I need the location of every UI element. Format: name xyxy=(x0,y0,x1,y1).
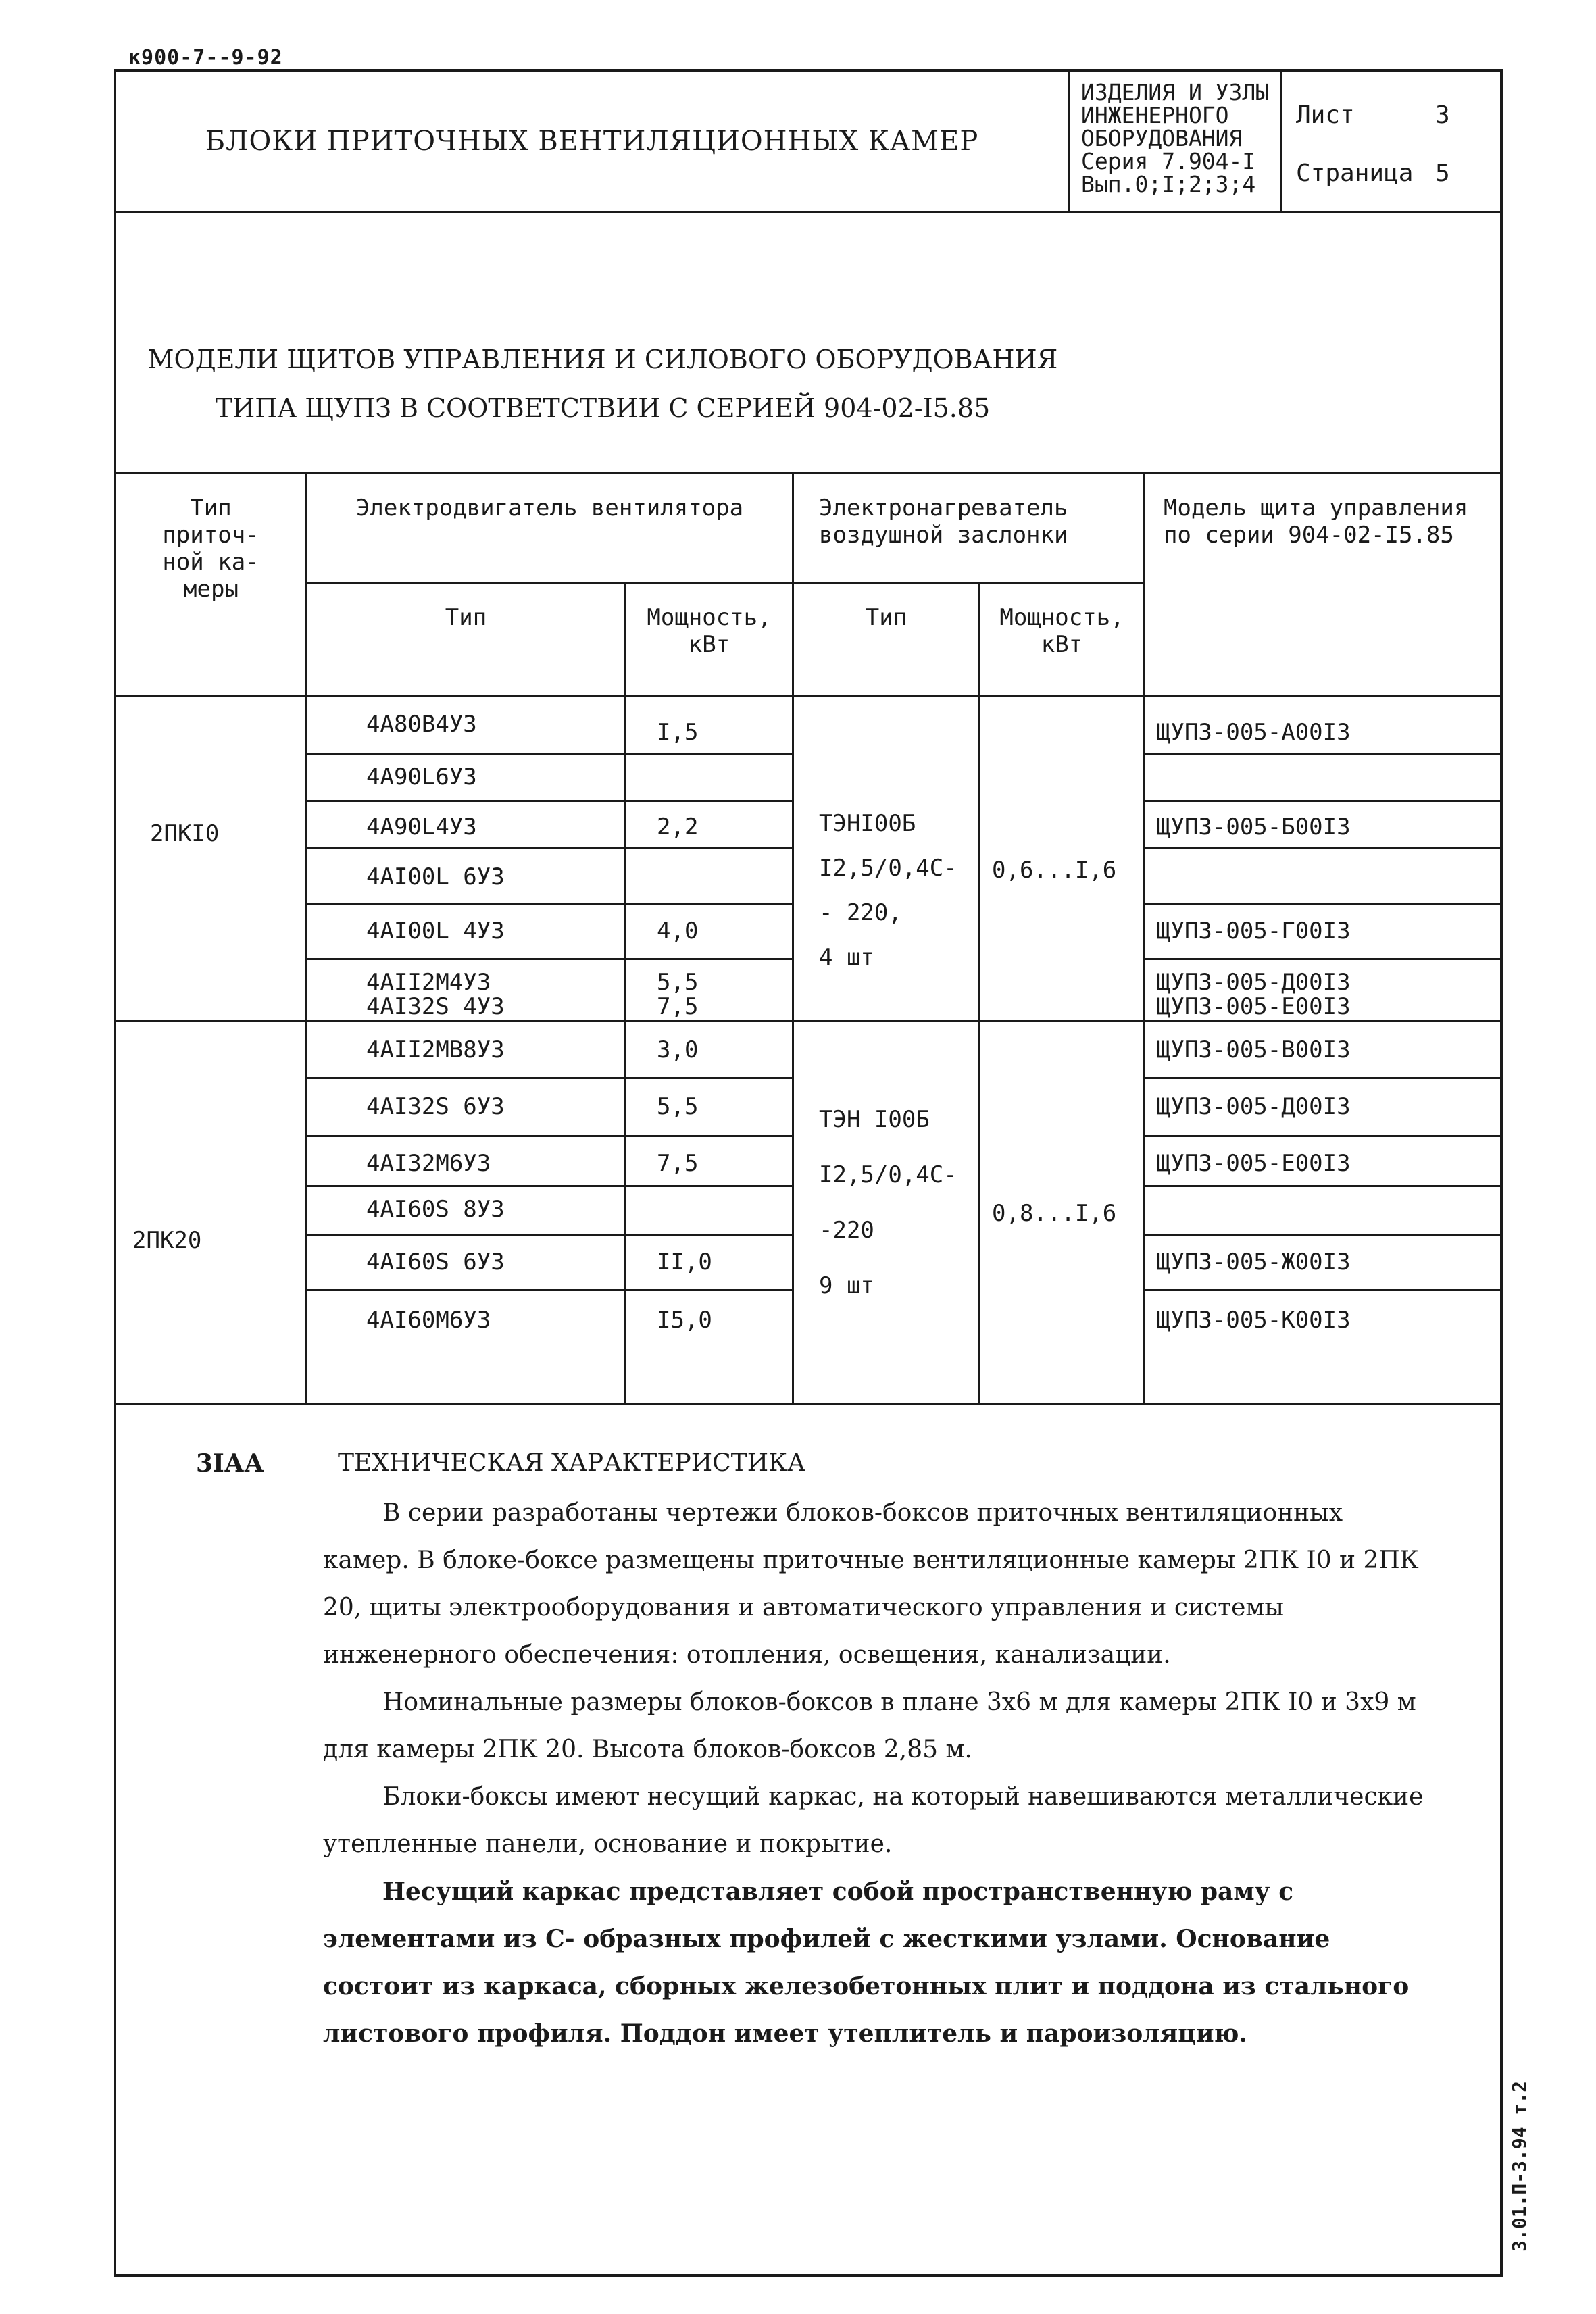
motor-type: 4АI32М6У3 xyxy=(366,1150,491,1177)
header-chamber-type: Тип приточ- ной ка- меры xyxy=(162,495,259,603)
table-rule xyxy=(305,582,1143,584)
table-rule xyxy=(305,903,792,905)
table-rule xyxy=(1143,1135,1500,1137)
header-motor: Электродвигатель вентилятора xyxy=(355,495,744,522)
table-rule xyxy=(1143,903,1500,905)
sheet-number: 3 xyxy=(1435,101,1450,129)
header-panel-model: Модель щита управления по серии 904-02-I5.85 xyxy=(1164,495,1468,549)
header-heater: Электронагреватель воздушной заслонки xyxy=(819,495,1068,549)
paragraph-4-text: С- образных профилей с жесткими узлами. Основание состоит из каркаса, сборных железобетонных плит и поддона из стального листового профиля. Поддон имеет утеплитель и пароизоляцию. xyxy=(323,1925,1410,2048)
table-heading xyxy=(116,211,1500,474)
panel-model: ЩУПЗ-005-А00I3 xyxy=(1157,719,1351,746)
paragraph-1 xyxy=(323,1490,1431,1679)
motor-power: 7,5 xyxy=(657,1150,699,1177)
table-rule xyxy=(305,958,792,960)
motor-type: 4АI00L 4У3 xyxy=(366,917,505,945)
heater-type: ТЭНI00Б I2,5/0,4С- - 220, 4 шт xyxy=(819,810,957,971)
table-rule xyxy=(1143,1185,1500,1187)
table-rule xyxy=(305,1289,792,1291)
table-rule xyxy=(305,1077,792,1079)
panel-model: ЩУПЗ-005-Е00I3 xyxy=(1157,1150,1351,1177)
motor-type: 4АII2М4У3 xyxy=(366,969,491,996)
paragraph-4 xyxy=(323,1868,1431,2057)
chamber-type: 2ПКI0 xyxy=(150,820,220,847)
header-heater-type: Тип xyxy=(865,604,907,631)
motor-type: 4А90L4У3 xyxy=(366,813,477,840)
paragraph-2-text: для камеры 2ПК 20. Высота блоков-боксов 2,85 м. xyxy=(323,1736,972,1763)
panel-model: ЩУПЗ-005-Д00I3 xyxy=(1157,1093,1351,1120)
motor-type: 4АI60S 8У3 xyxy=(366,1196,505,1223)
section-title: ТЕХНИЧЕСКАЯ ХАРАКТЕРИСТИКА xyxy=(338,1449,806,1477)
motor-type: 4АI32S 6У3 xyxy=(366,1093,505,1120)
heading-line-1: МОДЕЛИ ЩИТОВ УПРАВЛЕНИЯ И СИЛОВОГО ОБОРУДОВАНИЯ xyxy=(147,345,1058,374)
motor-type: 4АI32S 4У3 xyxy=(366,993,505,1020)
document-code: к900-7--9-92 xyxy=(128,46,283,70)
motor-power: 5,5 xyxy=(657,969,699,996)
document-title: БЛОКИ ПРИТОЧНЫХ ВЕНТИЛЯЦИОННЫХ КАМЕР xyxy=(116,72,1070,211)
table-rule xyxy=(305,1135,792,1137)
table-rule xyxy=(116,695,1500,697)
panel-model: ЩУПЗ-005-Ж00I3 xyxy=(1157,1249,1351,1276)
panel-model: ЩУПЗ-005-Б00I3 xyxy=(1157,813,1351,840)
section-number: 3IАА xyxy=(196,1449,264,1478)
page-label: Страница xyxy=(1296,159,1414,187)
heater-type: ТЭН I00Б I2,5/0,4С- -220 9 шт xyxy=(819,1106,957,1299)
sheet-label: Лист xyxy=(1296,101,1355,129)
motor-power: I5,0 xyxy=(657,1307,712,1334)
motor-power: 2,2 xyxy=(657,813,699,840)
table-rule xyxy=(305,753,792,755)
motor-power: 5,5 xyxy=(657,1093,699,1120)
panel-model: ЩУПЗ-005-Д00I3 xyxy=(1157,969,1351,996)
table-rule xyxy=(305,847,792,849)
table-rule xyxy=(978,582,980,1404)
motor-type: 4А90L6У3 xyxy=(366,763,477,790)
title-block xyxy=(116,72,1500,213)
paragraph-3-line: Блоки-боксы имеют несущий каркас, на который навешиваются металлические xyxy=(382,1783,1424,1811)
paragraph-1-line: В серии разработаны чертежи блоков-боксов приточных вентиляционных камер. xyxy=(323,1499,1343,1574)
panel-model: ЩУПЗ-005-В00I3 xyxy=(1157,1036,1351,1063)
motor-type: 4АII2МВ8У3 xyxy=(366,1036,505,1063)
side-stamp: 3.01.П-3.94 т.2 xyxy=(1508,2081,1530,2252)
table-rule xyxy=(305,800,792,802)
paragraph-4-line: Несущий каркас представляет собой пространственную раму с элементами из xyxy=(323,1878,1294,1953)
motor-type: 4АI00L 6У3 xyxy=(366,863,505,890)
header-motor-power: Мощность, кВт xyxy=(647,604,772,658)
motor-power: II,0 xyxy=(657,1249,712,1276)
motor-type: 4А80В4У3 xyxy=(366,711,477,738)
series-info: ИЗДЕЛИЯ И УЗЛЫ ИНЖЕНЕРНОГО ОБОРУДОВАНИЯ Серия 7.904-I Вып.0;I;2;3;4 xyxy=(1068,72,1282,211)
paragraph-2 xyxy=(323,1679,1431,1774)
motor-type: 4АI60S 6У3 xyxy=(366,1249,505,1276)
table-rule xyxy=(1143,800,1500,802)
header-heater-power: Мощность, кВт xyxy=(999,604,1124,658)
motor-power: 4,0 xyxy=(657,917,699,945)
page-number: 5 xyxy=(1435,159,1450,187)
heater-power: 0,6...I,6 xyxy=(992,857,1117,884)
panel-model: ЩУПЗ-005-Г00I3 xyxy=(1157,917,1351,945)
paragraph-2-line: Номинальные размеры блоков-боксов в плане 3х6 м для камеры 2ПК I0 и 3х9 м xyxy=(382,1688,1416,1716)
table-rule xyxy=(1143,958,1500,960)
heading-line-2: ТИПА ЩУПЗ В СООТВЕТСТВИИ С СЕРИЕЙ 904-02-I5.85 xyxy=(215,393,991,423)
panel-model: ЩУПЗ-005-К00I3 xyxy=(1157,1307,1351,1334)
motor-type: 4АI60М6У3 xyxy=(366,1307,491,1334)
table-rule xyxy=(1143,847,1500,849)
table-rule xyxy=(116,1403,1500,1405)
motor-power: 7,5 xyxy=(657,993,699,1020)
paragraph-3 xyxy=(323,1774,1431,1868)
panel-model: ЩУПЗ-005-Е00I3 xyxy=(1157,993,1351,1020)
motor-power: 3,0 xyxy=(657,1036,699,1063)
table-rule xyxy=(305,1234,792,1236)
table-rule xyxy=(1143,753,1500,755)
paragraph-1-text: В блоке-боксе размещены приточные вентиляционные камеры 2ПК I0 и 2ПК 20, щиты электрооборудования и автоматического управления и системы инженерного обеспечения: отопления, освещения, канализации. xyxy=(323,1546,1419,1669)
chamber-type: 2ПК20 xyxy=(132,1227,202,1254)
header-motor-type: Тип xyxy=(445,604,487,631)
table-rule xyxy=(624,582,626,1404)
table-rule xyxy=(116,1020,1500,1022)
table-rule xyxy=(1143,1234,1500,1236)
motor-power: I,5 xyxy=(657,719,699,746)
paragraph-3-text: утепленные панели, основание и покрытие. xyxy=(323,1830,893,1858)
table-rule xyxy=(305,1185,792,1187)
table-rule xyxy=(1143,1077,1500,1079)
equipment-table xyxy=(116,472,1500,1405)
table-rule xyxy=(1143,1289,1500,1291)
heater-power: 0,8...I,6 xyxy=(992,1200,1117,1227)
table-rule xyxy=(1143,472,1145,1404)
